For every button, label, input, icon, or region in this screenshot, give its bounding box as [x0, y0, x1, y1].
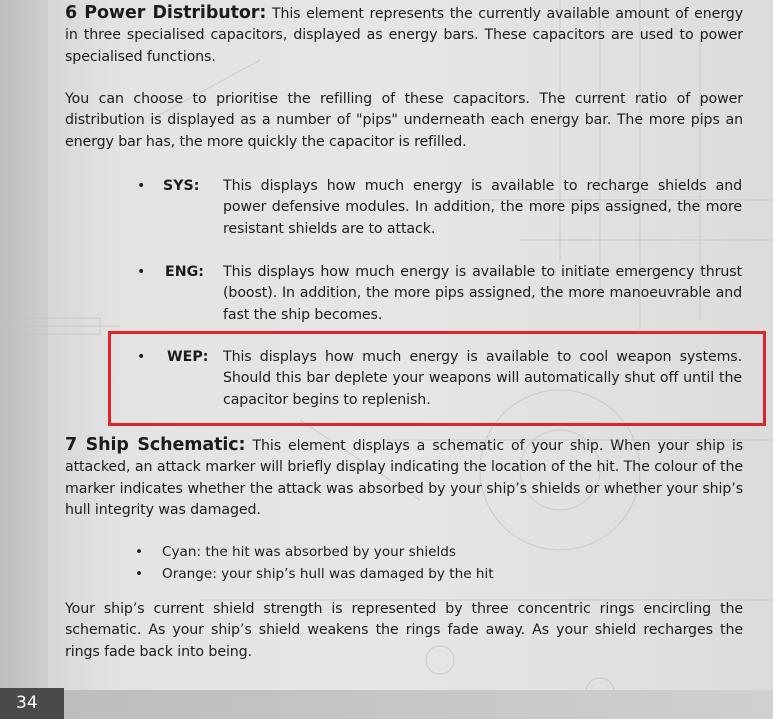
section7-heading: 7 Ship Schematic: — [65, 435, 246, 455]
bullet-desc-eng: This displays how much energy is available to initiate emergency thrust (boost). In addition, the more pips assigned, the more manoeuvrable and fast the ship becomes. — [223, 264, 742, 323]
section6-intro-text: This element represents the currently available amount of energy in three specialised capacitors, displayed as energy bars. These capacitors are used to power specialised functions. — [65, 6, 743, 65]
bullet-sys — [137, 176, 743, 242]
section7-paragraph: Your ship’s current shield strength is represented by three concentric rings encircling the schematic. As your ship’s shield weakens the rings fade away. As your shield recharges the rings fade back into being. — [65, 601, 743, 660]
bullet-dot: • — [135, 544, 144, 560]
page-number: 34 — [0, 688, 64, 719]
bullet-orange — [135, 564, 535, 586]
bullet-text-cyan: Cyan: the hit was absorbed by your shields — [162, 544, 457, 560]
section6-paragraph: You can choose to prioritise the refilling of these capacitors. The current ratio of power distribution is displayed as a number of "pips" underneath each energy bar. The more pips an energy bar has, the more quickly the capacitor is refilled. — [65, 91, 743, 150]
bullet-dot: • — [137, 349, 146, 365]
bullet-desc-wep: This displays how much energy is available to cool weapon systems. Should this bar deplete your weapons will automatically shut off until the capacitor begins to replenish. — [223, 349, 742, 408]
footer-bar — [64, 690, 773, 719]
bullet-dot: • — [137, 264, 146, 280]
section6-heading: 6 Power Distributor: — [65, 3, 267, 23]
bullet-cyan — [135, 542, 535, 564]
bullet-eng — [137, 262, 743, 328]
bullet-term-eng: ENG: — [165, 264, 204, 280]
bullet-term-wep: WEP: — [167, 349, 209, 365]
bullet-wep — [137, 347, 743, 413]
bullet-text-orange: Orange: your ship’s hull was damaged by the hit — [162, 566, 494, 582]
bullet-desc-sys: This displays how much energy is available to recharge shields and power defensive modules. In addition, the more pips assigned, the more resistant shields are to attack. — [223, 178, 742, 237]
bullet-dot: • — [135, 566, 144, 582]
bullet-dot: • — [137, 178, 146, 194]
section6-intro — [65, 3, 743, 68]
section7-intro-text: This element displays a schematic of your ship. When your ship is attacked, an attack marker will briefly display indicating the location of the hit. The colour of the marker indicates whether the attack was absorbed by your ship’s shields or whether your ship’s hull integrity was damaged. — [65, 438, 743, 519]
section7-intro — [65, 435, 743, 522]
bullet-term-sys: SYS: — [163, 178, 200, 194]
